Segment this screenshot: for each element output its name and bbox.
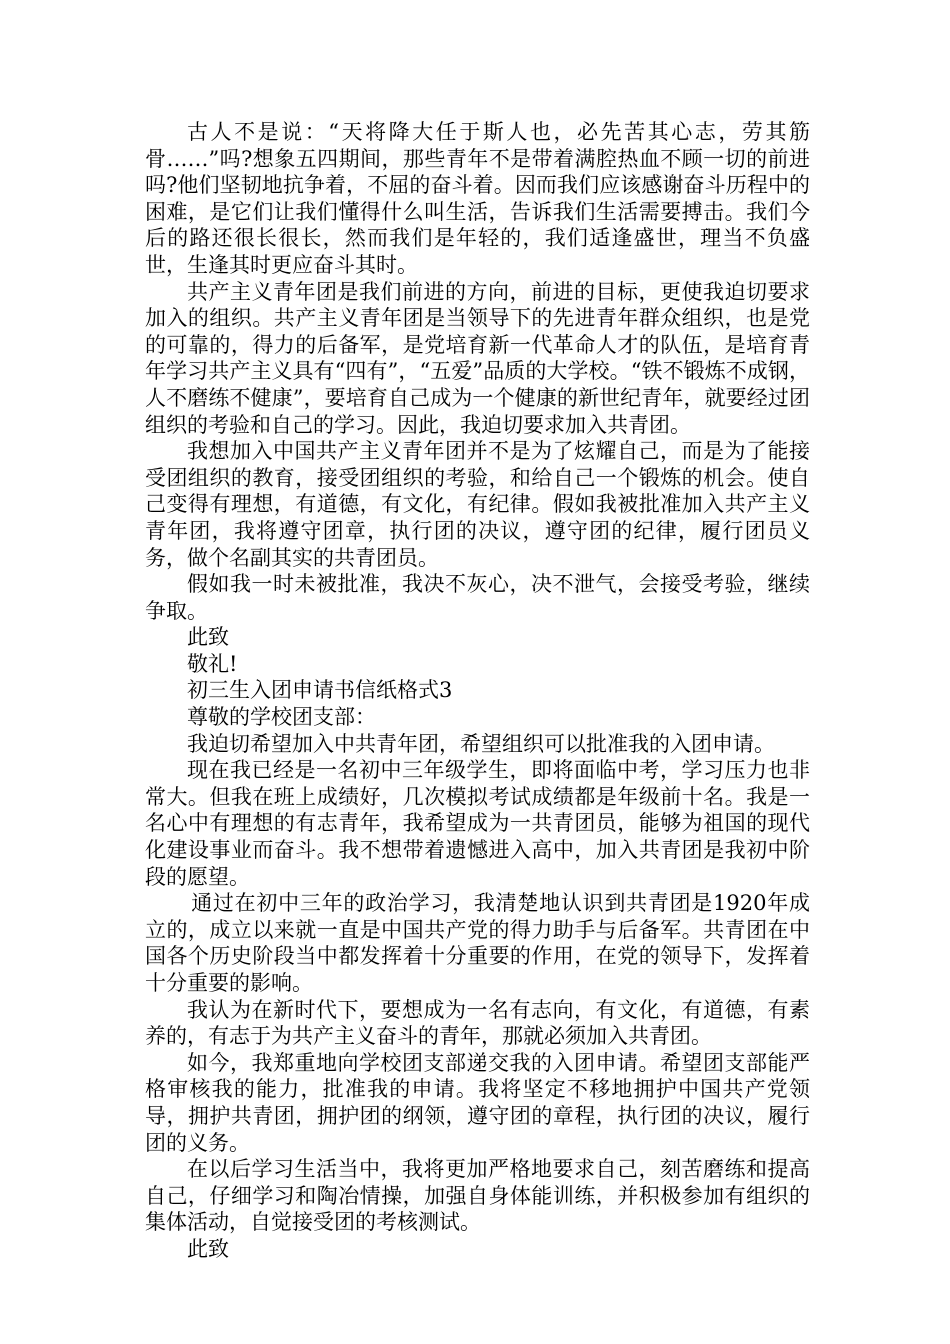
paragraph-current-status: 现在我已经是一名初中三年级学生，即将面临中考，学习压力也非常大。但我在班上成绩好，几次模拟考试成绩都是年级前十名。我是一名心中有理想的有志青年，我希望成为一共青团员，能够为祖国的现代化建设事业而奋斗。我不想带着遗憾进入高中，加入共青团是我初中阶段的愿望。 bbox=[145, 758, 810, 889]
salutation: 尊敬的学校团支部： bbox=[187, 705, 376, 730]
section-heading: 初三生入团申请书信纸格式3 bbox=[187, 678, 453, 703]
paragraph-league-history: 通过在初中三年的政治学习，我清楚地认识到共青团是1920年成立的，成立以来就一直是中国共产党的得力助手与后备军。共青团在中国各个历史阶段当中都发挥着十分重要的作用，在党的领导下，发挥着十分重要的影响。 bbox=[145, 891, 810, 995]
paragraph-if-not-approved: 假如我一时未被批准，我决不灰心，决不泄气，会接受考验，继续争取。 bbox=[145, 572, 810, 623]
paragraph-league-direction: 共产主义青年团是我们前进的方向，前进的目标，更使我迫切要求加入的组织。共产主义青年团是当领导下的先进青年群众组织，也是党的可靠的，得力的后备军，是党培育新一代革命人才的队伍，是培育青年学习共产主义具有“四有”，“五爱”品质的大学校。“铁不锻炼不成钢，人不磨练不健康”，要培育自己成为一个健康的新世纪青年，就要经过团组织的考验和自己的学习。因此，我迫切要求加入共青团。 bbox=[145, 279, 810, 437]
document-page bbox=[145, 119, 810, 1263]
closing-cizhi-2: 此致 bbox=[187, 1236, 229, 1261]
paragraph-request: 我迫切希望加入中共青年团，希望组织可以批准我的入团申请。 bbox=[187, 731, 775, 756]
closing-jingli: 敬礼! bbox=[187, 651, 238, 676]
closing-cizhi: 此致 bbox=[187, 625, 229, 650]
paragraph-submission: 如今，我郑重地向学校团支部递交我的入团申请。希望团支部能严格审核我的能力，批准我的申请。我将坚定不移地拥护中国共产党领导，拥护共青团，拥护团的纲领，遵守团的章程，执行团的决议，履行团的义务。 bbox=[145, 1050, 810, 1155]
paragraph-hardship: 古人不是说：“天将降大任于斯人也，必先苦其心志，劳其筋骨……”吗?想象五四期间，那些青年不是带着满腔热血不顾一切的前进吗?他们坚韧地抗争着，不屈的奋斗着。因而我们应该感谢奋斗历程中的困难，是它们让我们懂得什么叫生活，告诉我们生活需要搏击。我们今后的路还很长很长，然而我们是年轻的，我们适逢盛世，理当不负盛世，生逢其时更应奋斗其时。 bbox=[145, 120, 810, 277]
paragraph-future-commitment: 在以后学习生活当中，我将更加严格地要求自己，刻苦磨练和提高自己，仔细学习和陶冶情操，加强自身体能训练，并积极参加有组织的集体活动，自觉接受团的考核测试。 bbox=[145, 1157, 810, 1235]
paragraph-join-purpose: 我想加入中国共产主义青年团并不是为了炫耀自己，而是为了能接受团组织的教育，接受团组织的考验，和给自己一个锻炼的机会。使自己变得有理想，有道德，有文化，有纪律。假如我被批准加入共产主义青年团，我将遵守团章，执行团的决议，遵守团的纪律，履行团员义务，做个名副其实的共青团员。 bbox=[145, 439, 810, 570]
paragraph-new-era: 我认为在新时代下，要想成为一名有志向，有文化，有道德，有素养的，有志于为共产主义奋斗的青年，那就必须加入共青团。 bbox=[145, 997, 810, 1049]
